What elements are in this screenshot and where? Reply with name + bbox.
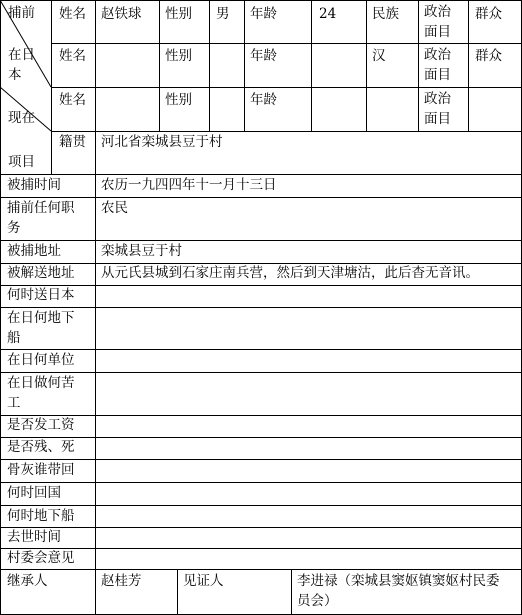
politics-label-line2: 面目 (424, 111, 451, 127)
sex-value: 男 (216, 6, 230, 22)
native-place-label: 籍贯 (59, 134, 86, 150)
sex-label: 性别 (165, 92, 192, 108)
witness-value-line2: 员会） (297, 593, 338, 609)
politics-label-line2: 面目 (424, 24, 451, 40)
death-time-label: 去世时间 (7, 529, 61, 545)
politics-label-line2: 面目 (424, 67, 451, 83)
name-label: 姓名 (59, 48, 86, 64)
prior-occupation-value: 农民 (101, 200, 128, 216)
work-unit-label: 在日何单位 (7, 352, 75, 368)
return-time-label: 何时回国 (7, 485, 61, 501)
age-label: 年龄 (250, 6, 277, 22)
sent-to-japan-time-label: 何时送日本 (7, 287, 75, 303)
age-label: 年龄 (250, 92, 277, 108)
village-committee-opinion-label: 村委会意见 (7, 550, 75, 566)
mine-location-label-line1: 在日何地下 (7, 310, 75, 326)
capture-time-label: 被捕时间 (7, 177, 61, 193)
transfer-address-label: 被解送地址 (7, 265, 75, 281)
capture-address-value: 栾城县豆于村 (101, 243, 182, 259)
politics-label-line1: 政治 (424, 47, 451, 63)
age-value: 24 (319, 6, 337, 22)
native-place-value: 河北省栾城县豆于村 (101, 134, 223, 150)
heir-label: 继承人 (7, 573, 48, 589)
prior-occupation-label-line1: 捕前任何职 (7, 200, 75, 216)
ashes-returned-by-label: 骨灰谁带回 (7, 462, 75, 478)
politics-value: 群众 (475, 48, 502, 64)
politics-label-line1: 政治 (424, 91, 451, 107)
wages-paid-label: 是否发工资 (7, 417, 75, 433)
witness-label: 见证人 (183, 573, 224, 589)
capture-time-value: 农历一九四四年十一月十三日 (101, 177, 277, 193)
capture-address-label: 被捕地址 (7, 243, 61, 259)
mine-time-label: 何时地下船 (7, 508, 75, 524)
witness-value-line1: 李进禄（栾城县窦妪镇窦妪村民委 (297, 573, 500, 589)
labor-type-label-line1: 在日做何苦 (7, 375, 75, 391)
ethnicity-value: 汉 (372, 48, 386, 64)
age-label: 年龄 (250, 48, 277, 64)
prior-occupation-label-line2: 务 (7, 220, 21, 236)
heir-value: 赵桂芳 (101, 573, 142, 589)
ethnicity-label: 民族 (372, 6, 399, 22)
transfer-address-value: 从元氏县城到石家庄南兵营，然后到天津塘沽，此后杳无音讯。 (101, 265, 479, 281)
sex-label: 性别 (165, 48, 192, 64)
politics-value: 群众 (475, 6, 502, 22)
disabled-or-dead-label: 是否残、死 (7, 439, 75, 455)
name-value: 赵铁球 (101, 6, 142, 22)
corner-label-in-japan-line1: 在日 (8, 47, 35, 63)
sex-label: 性别 (165, 6, 192, 22)
name-label: 姓名 (59, 92, 86, 108)
mine-location-label-line2: 船 (7, 330, 21, 346)
corner-label-in-japan-line2: 本 (8, 67, 22, 83)
politics-label-line1: 政治 (424, 4, 451, 20)
name-label: 姓名 (59, 6, 86, 22)
corner-label-item: 项目 (8, 154, 35, 170)
corner-label-now: 现在 (8, 110, 35, 126)
corner-label-before-capture: 捕前 (8, 5, 35, 21)
labor-type-label-line2: 工 (7, 395, 21, 411)
